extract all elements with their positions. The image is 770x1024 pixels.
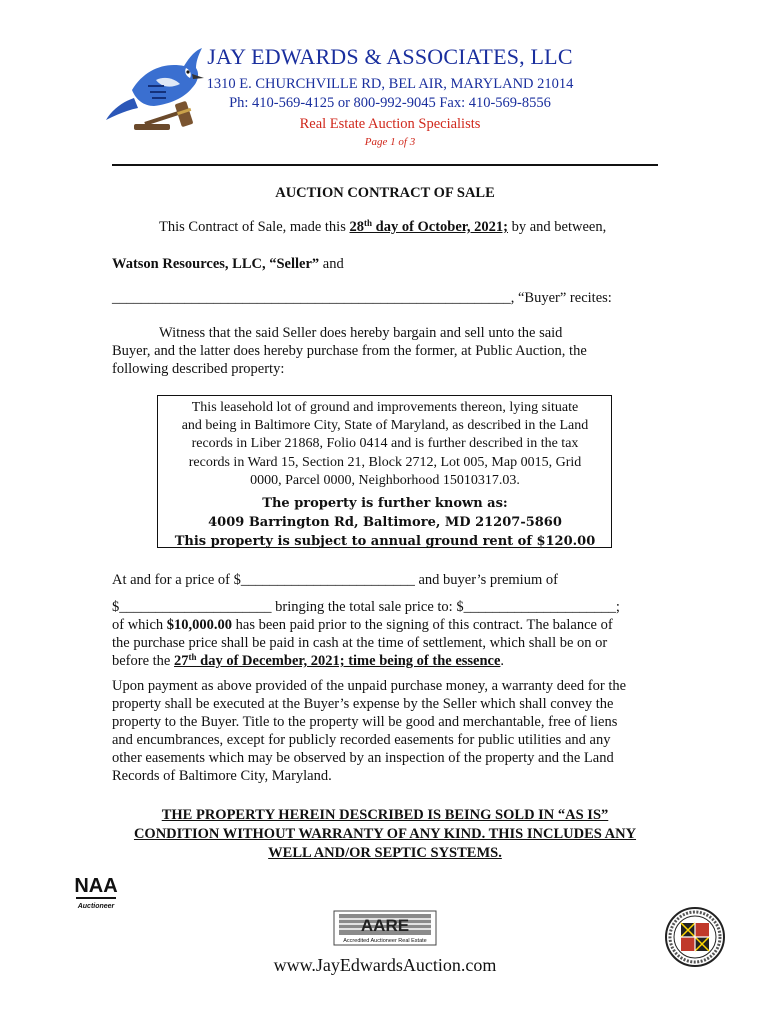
company-phone: Ph: 410-569-4125 or 800-992-9045 Fax: 410-569-8556 [229,95,551,111]
contract-day: 28 [349,219,364,235]
witness-line-2: Buyer, and the latter does hereby purchase from the former, at Public Auction, the [112,343,587,359]
deposit-post: has been paid prior to the signing of this contract. The balance of [232,617,613,633]
premium-line: $_____________________ bringing the total sale price to: $_____________________; [112,599,620,615]
company-address: 1310 E. CHURCHVILLE RD, BEL AIR, MARYLAND 21014 [206,76,574,92]
warranty-line: property shall be executed at the Buyer’s expense by the Seller which shall convey the [112,696,614,712]
company-name: JAY EDWARDS & ASSOCIATES, LLC [207,44,573,69]
settlement-day-suffix: th [188,652,197,662]
balance-line: the purchase price shall be paid in cash at the time of settlement, which shall be on or [112,635,608,651]
naa-logo-text: NAA [74,875,118,897]
as-is-line: WELL AND/OR SEPTIC SYSTEMS. [268,845,502,861]
settlement-line [112,652,672,670]
warranty-paragraph [112,677,672,785]
aare-logo-sub: Accredited Auctioneer Real Estate [343,938,427,944]
maryland-association-seal [664,906,726,968]
as-is-line: THE PROPERTY HEREIN DESCRIBED IS BEING SOLD IN “AS IS” [161,807,609,823]
intro-paragraph [159,218,659,236]
property-address: 4009 Barrington Rd, Baltimore, MD 21207-5860 [208,515,562,530]
description-line: and being in Baltimore City, State of Maryland, as described in the Land [181,418,589,434]
warranty-line: Records of Baltimore City, Maryland. [112,768,332,784]
description-line: 0000, Parcel 0000, Neighborhood 15010317.03. [250,472,520,488]
seller-line [112,255,658,273]
as-is-line: CONDITION WITHOUT WARRANTY OF ANY KIND. THIS INCLUDES ANY [133,826,637,842]
seller-and: and [319,256,344,272]
settlement-date [174,653,500,669]
property-known-as [163,494,607,551]
header-divider [112,164,658,166]
warranty-line: property to the Buyer. Title to the property will be good and merchantable, free of liens [112,714,618,730]
aare-logo [333,910,437,946]
deposit-amount: $10,000.00 [166,617,233,633]
seller-name: Watson Resources, LLC, “Seller” [112,256,320,272]
company-tagline: Real Estate Auction Specialists [299,116,481,132]
witness-line-3: following described property: [112,361,285,377]
settlement-post: . [500,653,505,669]
contract-date [349,219,508,235]
contract-day-suffix: th [363,218,372,228]
property-description [163,399,607,490]
deposit-line [112,616,672,634]
known-as-label: The property is further known as: [262,496,508,511]
contract-month-year: day of October, 2021; [372,219,508,235]
intro-between: by and between, [508,219,607,235]
page-number: Page 1 of 3 [364,136,416,148]
settlement-pre: before the [112,653,174,669]
ground-rent-note: This property is subject to annual ground rent of $120.00 [174,534,596,549]
contract-title: AUCTION CONTRACT OF SALE [275,185,495,201]
settlement-month-year: day of December, 2021; time being of the essence [196,653,501,669]
description-line: This leasehold lot of ground and improvements thereon, lying situate [191,400,579,415]
as-is-clause [112,806,658,863]
price-line: At and for a price of $________________________ and buyer’s premium of [112,572,558,588]
aare-logo-text: AARE [360,916,410,935]
naa-logo-sub: Auctioneer [77,903,115,910]
naa-auctioneer-logo [72,866,120,912]
description-line: records in Ward 15, Section 21, Block 2712, Lot 005, Map 0015, Grid [188,454,582,470]
website-url: www.JayEdwardsAuction.com [273,955,497,975]
settlement-day: 27 [174,653,189,669]
description-line: records in Liber 21868, Folio 0414 and is further described in the tax [191,436,579,452]
witness-line-1: Witness that the said Seller does hereby bargain and sell unto the said [159,325,563,341]
intro-text: This Contract of Sale, made this [159,219,350,235]
buyer-line: _______________________________________________________, “Buyer” recites: [112,290,612,306]
deposit-pre: of which [112,617,167,633]
warranty-line: Upon payment as above provided of the unpaid purchase money, a warranty deed for the [112,678,627,694]
warranty-line: and encumbrances, except for publicly recorded easements for public utilities and any [112,732,611,748]
warranty-line: other easements which may be observed by an inspection of the property and the Land [112,750,614,766]
